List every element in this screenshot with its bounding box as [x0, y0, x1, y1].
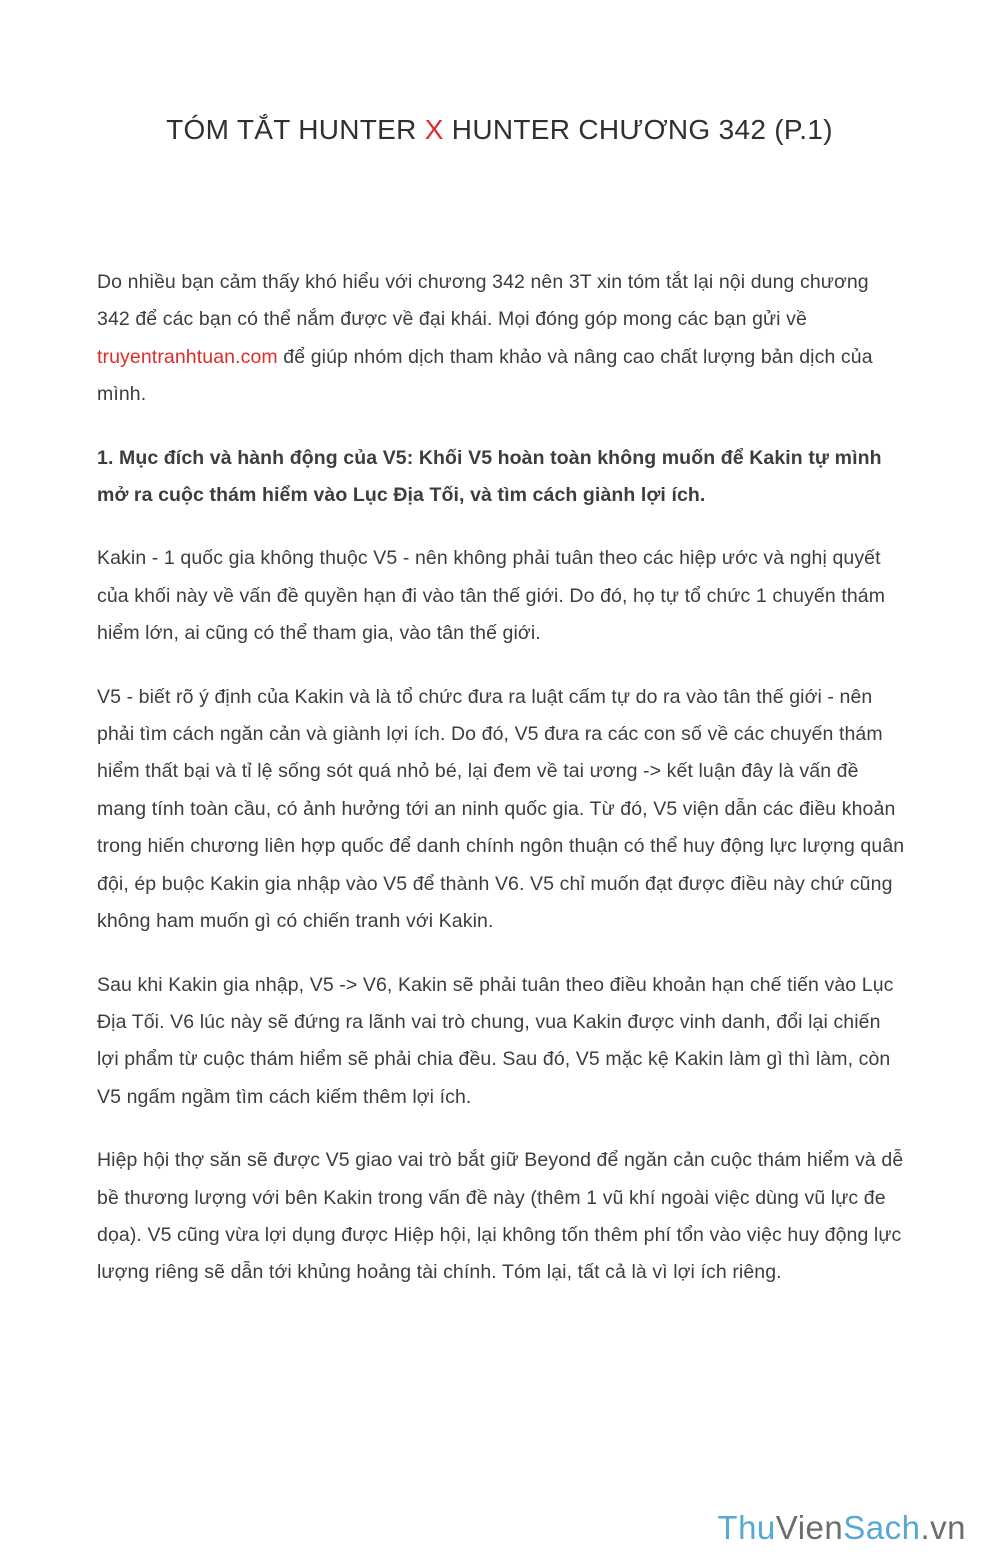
title-x-accent: X [424, 114, 444, 145]
logo-part-thu: Thu [717, 1509, 776, 1546]
intro-paragraph [97, 264, 905, 414]
paragraph-kakin: Kakin - 1 quốc gia không thuộc V5 - nên không phải tuân theo các hiệp ước và nghị quyết của khối này về vấn đề quyền hạn đi vào tân thế giới. Do đó, họ tự tổ chức 1 chuyến thám hiểm lớn, ai cũng có thể tham gia, vào tân thế giới. [97, 547, 886, 645]
paragraph-v5-plan: V5 - biết rõ ý định của Kakin và là tổ chức đưa ra luật cấm tự do ra vào tân thế giới - nên phải tìm cách ngăn cản và giành lợi ích. Do đó, V5 đưa ra các con số về các chuyến thám hiểm thất bại và tỉ lệ sống sót quá nhỏ bé, lại đem về tai ương -> kết luận đây là vấn đề mang tính toàn cầu, có ảnh hưởng tới an ninh quốc gia. Từ đó, V5 viện dẫn các điều khoản trong hiến chương liên hợp quốc để danh chính ngôn thuận có thể huy động lực lượng quân đội, ép buộc Kakin gia nhập vào V5 để thành V6. V5 chỉ muốn đạt được điều này chứ cũng không ham muốn gì có chiến tranh với Kakin. [97, 685, 905, 933]
logo-part-vien: Vien [775, 1509, 844, 1546]
title-text-before: TÓM TẮT HUNTER [166, 114, 425, 145]
page-title [0, 0, 999, 150]
document-body [0, 150, 999, 1292]
logo-part-vn: .vn [920, 1509, 966, 1546]
thuviensach-logo[interactable] [717, 1509, 966, 1547]
paragraph-hunter-association: Hiệp hội thợ săn sẽ được V5 giao vai trò bắt giữ Beyond để ngăn cản cuộc thám hiểm và dễ bề thương lượng với bên Kakin trong vấn đề này (thêm 1 vũ khí ngoài việc dùng vũ lực đe dọa). V5 cũng vừa lợi dụng được Hiệp hội, lại không tốn thêm phí tổn vào việc huy động lực lượng riêng sẽ dẫn tới khủng hoảng tài chính. Tóm lại, tất cả là vì lợi ích riêng. [97, 1149, 904, 1284]
paragraph-after-join: Sau khi Kakin gia nhập, V5 -> V6, Kakin sẽ phải tuân theo điều khoản hạn chế tiến vào Lục Địa Tối. V6 lúc này sẽ đứng ra lãnh vai trò chung, vua Kakin được vinh danh, đổi lại chiến lợi phẩm từ cuộc thám hiểm sẽ phải chia đều. Sau đó, V5 mặc kệ Kakin làm gì thì làm, còn V5 ngấm ngầm tìm cách kiếm thêm lợi ích. [97, 973, 894, 1108]
intro-text-after-link: để giúp nhóm dịch tham khảo và nâng cao chất lượng bản dịch của mình. [97, 345, 873, 406]
truyentranhtuan-link[interactable]: truyentranhtuan.com [97, 345, 278, 368]
logo-part-sach: Sach [843, 1509, 921, 1546]
section-1-heading: 1. Mục đích và hành động của V5: Khối V5 hoàn toàn không muốn để Kakin tự mình mở ra cuộc thám hiểm vào Lục Địa Tối, và tìm cách giành lợi ích. [97, 446, 882, 507]
title-text-after: HUNTER CHƯƠNG 342 (P.1) [443, 114, 833, 145]
intro-text-before-link: Do nhiều bạn cảm thấy khó hiểu với chương 342 nên 3T xin tóm tắt lại nội dung chương 342 để các bạn có thể nắm được về đại khái. Mọi đóng góp mong các bạn gửi về [97, 271, 869, 331]
